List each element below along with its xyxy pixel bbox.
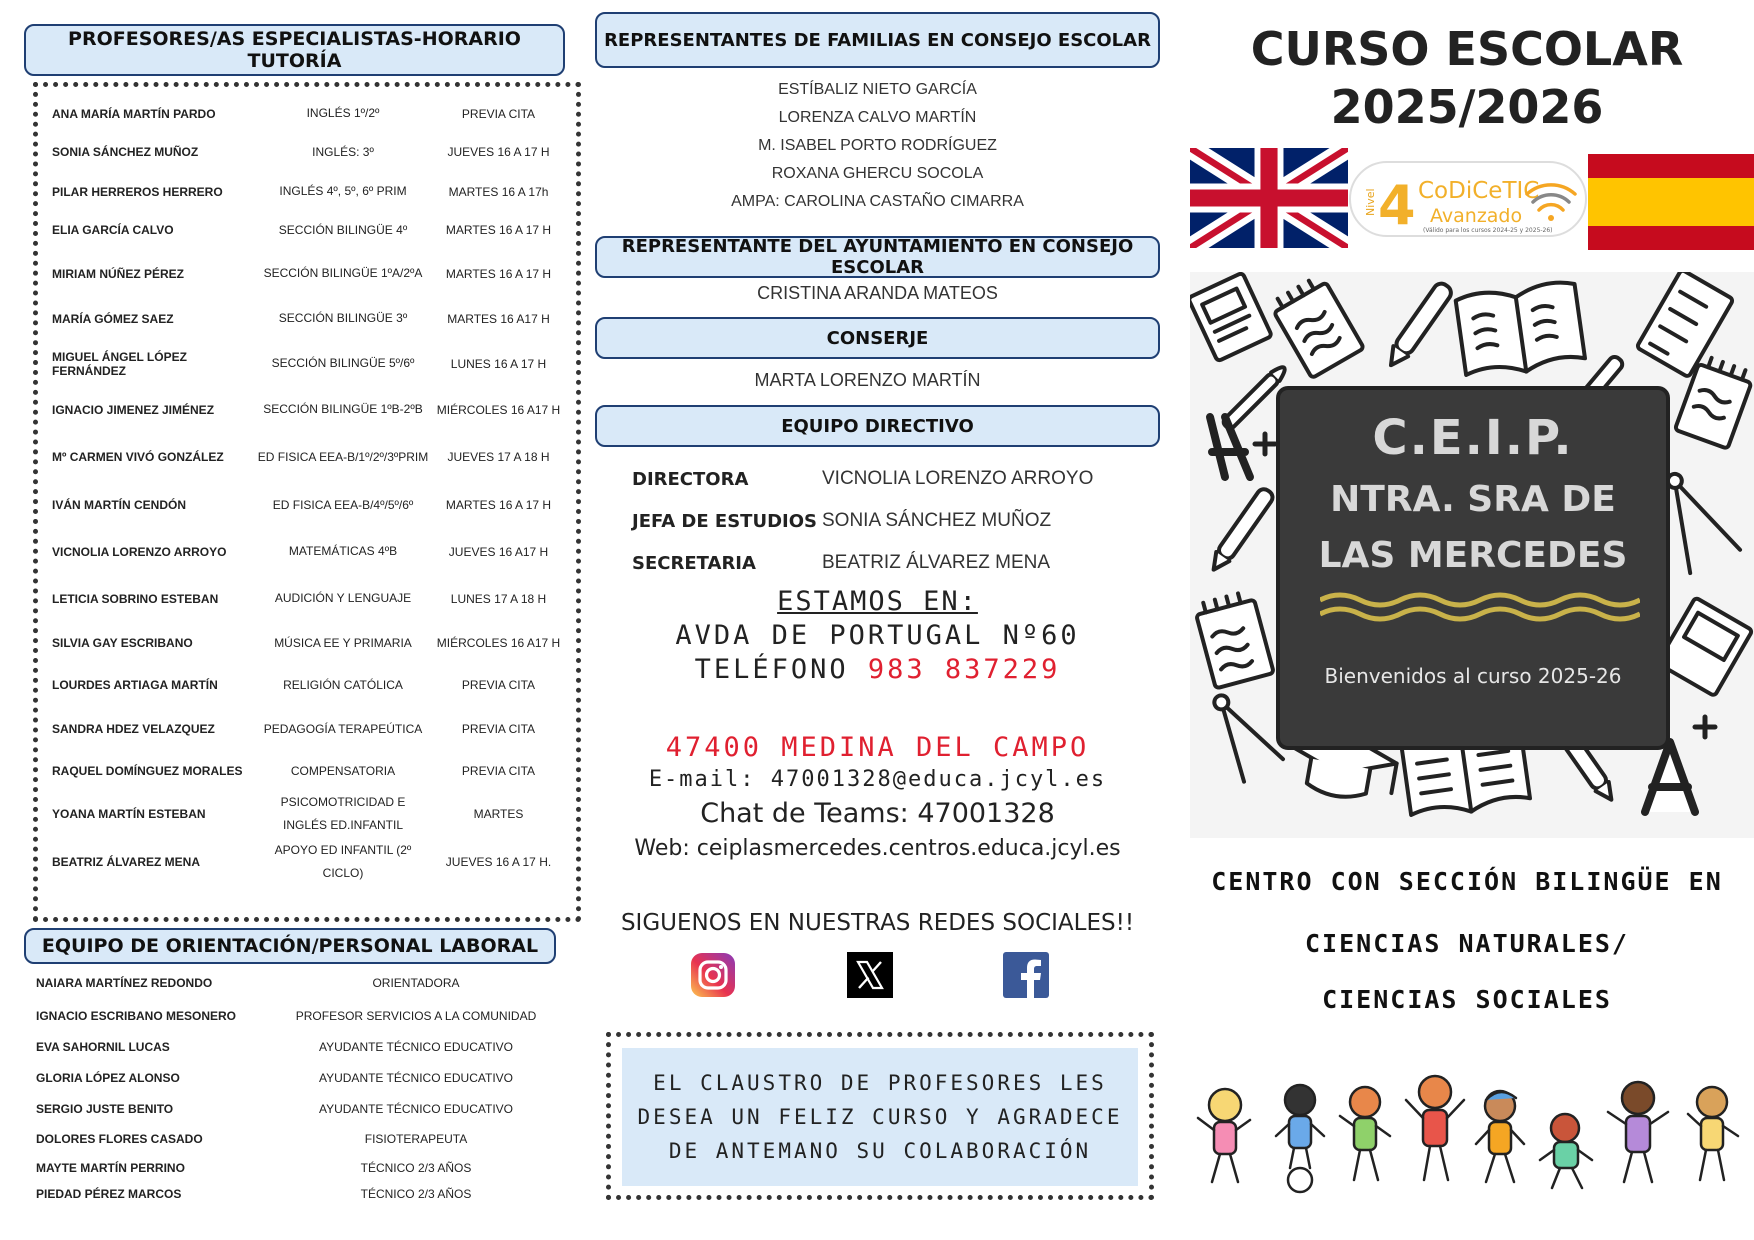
- staff-header: EQUIPO DE ORIENTACIÓN/PERSONAL LABORAL: [24, 928, 556, 964]
- bilingual-subject: CIENCIAS NATURALES/: [1305, 929, 1629, 958]
- management-name: VICNOLIA LORENZO ARROYO: [822, 468, 1094, 489]
- teacher-tutoring-time: PREVIA CITA: [461, 722, 536, 736]
- closing-message: EL CLAUSTRO DE PROFESORES LES DESEA UN FELIZ CURSO Y AGRADECE DE ANTEMANO SU COLABORACIÓN: [622, 1048, 1138, 1186]
- teacher-tutoring-time: MARTES 16 A 17 H: [445, 498, 552, 512]
- phone-label: TELÉFONO: [694, 654, 849, 685]
- management-header: EQUIPO DIRECTIVO: [595, 405, 1160, 447]
- staff-row: [36, 1182, 556, 1206]
- teacher-tutoring-time: MARTES 16 A 17 H: [445, 266, 552, 281]
- city: 47400 MEDINA DEL CAMPO: [665, 732, 1090, 763]
- teacher-subject: SECCIÓN BILINGÜE 1ºA/2ºA: [263, 266, 423, 280]
- family-rep: AMPA: CAROLINA CASTAÑO CIMARRA: [731, 193, 1024, 210]
- teacher-row: [52, 387, 568, 432]
- teacher-subject: AUDICIÓN Y LENGUAJE: [274, 591, 412, 605]
- bilingual-subject: CIENCIAS SOCIALES: [1322, 985, 1612, 1014]
- management-list: [632, 458, 1152, 584]
- teacher-row: [52, 482, 568, 528]
- teacher-tutoring-time: MARTES 16 A17 H: [447, 311, 550, 326]
- staff-row: [36, 1062, 556, 1094]
- teacher-name: Mº CARMEN VIVÓ GONZÁLEZ: [52, 450, 224, 464]
- council-rep: CRISTINA ARANDA MATEOS: [757, 283, 998, 303]
- bilingual-notice: [1180, 862, 1754, 1020]
- location-heading: ESTAMOS EN:: [777, 586, 978, 617]
- spain-flag-icon: [1588, 154, 1754, 250]
- teacher-tutoring-time: JUEVES 16 A 17 H.: [445, 855, 552, 869]
- uk-flag-icon: [1190, 148, 1348, 248]
- teacher-row: [52, 528, 568, 575]
- teacher-tutoring-time: PREVIA CITA: [461, 764, 536, 778]
- teams-chat: Chat de Teams: 47001328: [700, 798, 1055, 829]
- teacher-row: [52, 131, 568, 173]
- caretaker-name: MARTA LORENZO MARTÍN: [754, 370, 981, 390]
- council-header: REPRESENTANTE DEL AYUNTAMIENTO EN CONSEJO ESCOLAR: [595, 236, 1160, 278]
- teacher-name: LETICIA SOBRINO ESTEBAN: [52, 591, 219, 606]
- teacher-tutoring-time: MIÉRCOLES 16 A17 H: [436, 636, 561, 650]
- families-list: [595, 76, 1160, 216]
- teacher-tutoring-time: LUNES 17 A 18 H: [450, 591, 547, 606]
- staff-role: ORIENTADORA: [372, 976, 460, 990]
- teacher-name: MIRIAM NÚÑEZ PÉREZ: [52, 266, 184, 281]
- school-name-line: NTRA. SRA DE: [1330, 479, 1616, 520]
- teacher-name: BEATRIZ ÁLVAREZ MENA: [52, 855, 200, 869]
- staff-table: [36, 966, 556, 1206]
- management-role: SECRETARIA: [632, 552, 756, 574]
- teacher-row: [52, 706, 568, 752]
- teacher-tutoring-time: JUEVES 16 A17 H: [448, 544, 549, 559]
- website-link[interactable]: Web: ceiplasmercedes.centros.educa.jcyl.es: [634, 836, 1121, 861]
- teacher-row: [52, 790, 568, 838]
- teacher-name: ELIA GARCÍA CALVO: [52, 223, 174, 237]
- management-row: [632, 458, 1152, 500]
- teacher-name: ANA MARÍA MARTÍN PARDO: [52, 106, 216, 121]
- staff-role: PROFESOR SERVICIOS A LA COMUNIDAD: [295, 1009, 537, 1023]
- course-title: [1180, 20, 1754, 136]
- phone-number[interactable]: 983 837229: [867, 654, 1061, 685]
- management-role: JEFA DE ESTUDIOS: [632, 510, 817, 532]
- teacher-row: [52, 340, 568, 387]
- teacher-row: [52, 96, 568, 131]
- caretaker-header: CONSERJE: [595, 317, 1160, 359]
- teachers-table: [52, 96, 568, 886]
- families-header: REPRESENTANTES DE FAMILIAS EN CONSEJO ESCOLAR: [595, 12, 1160, 68]
- teacher-row: [52, 432, 568, 482]
- staff-row: [36, 1123, 556, 1154]
- teacher-tutoring-time: MARTES: [473, 807, 524, 821]
- teacher-name: MARÍA GÓMEZ SAEZ: [52, 311, 174, 326]
- teacher-tutoring-time: JUEVES 17 A 18 H: [447, 450, 550, 464]
- specialists-header: PROFESORES/AS ESPECIALISTAS-HORARIO TUTORÍA: [24, 24, 565, 76]
- management-row: [632, 500, 1152, 542]
- teacher-row: [52, 173, 568, 210]
- family-rep: ESTÍBALIZ NIETO GARCÍA: [778, 81, 977, 98]
- course-year: 2025/2026: [1330, 80, 1604, 134]
- staff-role: TÉCNICO 2/3 AÑOS: [360, 1161, 472, 1175]
- teacher-row: [52, 838, 568, 886]
- address: AVDA DE PORTUGAL Nº60: [675, 620, 1080, 651]
- staff-row: [36, 1094, 556, 1123]
- teacher-row: [52, 297, 568, 340]
- instagram-icon[interactable]: [690, 952, 736, 998]
- teacher-name: LOURDES ARTIAGA MARTÍN: [52, 678, 218, 692]
- staff-name: EVA SAHORNIL LUCAS: [36, 1040, 170, 1054]
- teacher-name: PILAR HERREROS HERRERO: [52, 184, 223, 199]
- teacher-row: [52, 752, 568, 790]
- staff-role: AYUDANTE TÉCNICO EDUCATIVO: [318, 1071, 514, 1085]
- family-rep: LORENZA CALVO MARTÍN: [778, 109, 977, 126]
- staff-row: [36, 1032, 556, 1062]
- staff-role: TÉCNICO 2/3 AÑOS: [360, 1187, 472, 1201]
- bilingual-line: CENTRO CON SECCIÓN BILINGÜE EN: [1211, 867, 1723, 896]
- teacher-tutoring-time: MIÉRCOLES 16 A17 H: [436, 402, 561, 417]
- teacher-name: RAQUEL DOMÍNGUEZ MORALES: [52, 764, 243, 778]
- x-twitter-icon[interactable]: [847, 952, 893, 998]
- teacher-subject: SECCIÓN BILINGÜE 5º/6º: [271, 356, 415, 370]
- svg-text:Avanzado: Avanzado: [1430, 205, 1523, 227]
- teacher-subject: MÚSICA EE Y PRIMARIA: [274, 635, 412, 650]
- teacher-name: MIGUEL ÁNGEL LÓPEZ FERNÁNDEZ: [52, 349, 187, 378]
- svg-text:(Válido para los cursos 2024-2: (Válido para los cursos 2024-25 y 2025-26): [1423, 227, 1553, 234]
- teacher-subject: APOYO ED INFANTIL (2º CICLO): [274, 843, 412, 880]
- teacher-tutoring-time: JUEVES 16 A 17 H: [447, 145, 550, 159]
- teacher-subject: SECCIÓN BILINGÜE 3º: [278, 311, 408, 325]
- teacher-name: SILVIA GAY ESCRIBANO: [52, 636, 193, 650]
- teacher-row: [52, 664, 568, 706]
- welcome-message: Bienvenidos al curso 2025-26: [1324, 664, 1622, 688]
- svg-text:Nivel: Nivel: [1364, 188, 1377, 216]
- teacher-subject: SECCIÓN BILINGÜE 4º: [278, 222, 408, 237]
- school-name-line: LAS MERCEDES: [1318, 535, 1628, 576]
- teacher-tutoring-time: PREVIA CITA: [461, 106, 536, 121]
- email-link[interactable]: E-mail: 47001328@educa.jcyl.es: [648, 767, 1107, 792]
- staff-row: [36, 1000, 556, 1032]
- teacher-row: [52, 210, 568, 250]
- teacher-name: SONIA SÁNCHEZ MUÑOZ: [52, 145, 199, 159]
- school-name: [1276, 404, 1670, 584]
- staff-row: [36, 966, 556, 1000]
- teacher-name: YOANA MARTÍN ESTEBAN: [52, 807, 206, 821]
- teacher-subject: ED FISICA EEA-B/1º/2º/3ºPRIM: [257, 449, 429, 464]
- teacher-subject: SECCIÓN BILINGÜE 1ºB-2ºB: [263, 402, 423, 416]
- teacher-row: [52, 622, 568, 664]
- teacher-subject: INGLÉS 1º/2º: [306, 106, 380, 120]
- social-heading: SIGUENOS EN NUESTRAS REDES SOCIALES!!: [620, 910, 1135, 936]
- teacher-subject: MATEMÁTICAS 4ºB: [288, 544, 398, 558]
- teacher-subject: PEDAGOGÍA TERAPEÚTICA: [263, 721, 423, 736]
- management-name: BEATRIZ ÁLVAREZ MENA: [822, 552, 1051, 573]
- teacher-tutoring-time: PREVIA CITA: [461, 678, 536, 692]
- staff-name: MAYTE MARTÍN PERRINO: [36, 1161, 185, 1175]
- management-row: [632, 542, 1152, 584]
- teacher-name: VICNOLIA LORENZO ARROYO: [52, 544, 227, 559]
- teacher-subject: PSICOMOTRICIDAD E INGLÉS ED.INFANTIL: [280, 795, 406, 832]
- management-role: DIRECTORA: [632, 468, 749, 490]
- staff-row: [36, 1154, 556, 1182]
- phone-line: [595, 653, 1160, 687]
- staff-name: NAIARA MARTÍNEZ REDONDO: [36, 976, 213, 990]
- teacher-row: [52, 250, 568, 297]
- staff-role: FISIOTERAPEUTA: [364, 1131, 468, 1146]
- codicetic-badge: [1348, 158, 1588, 240]
- chalk-squiggle: [1320, 586, 1640, 626]
- family-rep: M. ISABEL PORTO RODRÍGUEZ: [758, 137, 997, 154]
- management-name: SONIA SÁNCHEZ MUÑOZ: [822, 510, 1052, 531]
- staff-name: DOLORES FLORES CASADO: [36, 1131, 203, 1146]
- teacher-name: SANDRA HDEZ VELAZQUEZ: [52, 722, 215, 736]
- teacher-subject: RELIGIÓN CATÓLICA: [283, 677, 403, 692]
- teacher-subject: INGLÉS 4º, 5º, 6º PRIM: [279, 184, 407, 198]
- school-name-line: C.E.I.P.: [1372, 410, 1574, 466]
- teacher-name: IVÁN MARTÍN CENDÓN: [52, 498, 186, 512]
- staff-role: AYUDANTE TÉCNICO EDUCATIVO: [318, 1040, 514, 1054]
- teacher-subject: COMPENSATORIA: [290, 763, 396, 778]
- svg-text:4: 4: [1378, 174, 1416, 237]
- family-rep: ROXANA GHERCU SOCOLA: [771, 165, 984, 182]
- staff-name: PIEDAD PÉREZ MARCOS: [36, 1187, 182, 1201]
- staff-role: AYUDANTE TÉCNICO EDUCATIVO: [318, 1101, 514, 1116]
- facebook-icon[interactable]: [1003, 952, 1049, 998]
- teacher-tutoring-time: MARTES 16 A 17 H: [445, 223, 552, 237]
- svg-text:CoDiCeTIC: CoDiCeTIC: [1418, 178, 1540, 204]
- staff-name: SERGIO JUSTE BENITO: [36, 1101, 174, 1116]
- teacher-subject: ED FISICA EEA-B/4º/5º/6º: [272, 497, 414, 512]
- children-illustration: [1190, 1070, 1754, 1200]
- course-title-line: CURSO ESCOLAR: [1250, 22, 1684, 76]
- teacher-subject: INGLÉS: 3º: [312, 144, 374, 159]
- staff-name: GLORIA LÓPEZ ALONSO: [36, 1071, 180, 1085]
- staff-name: IGNACIO ESCRIBANO MESONERO: [36, 1009, 237, 1023]
- teacher-name: IGNACIO JIMENEZ JIMÉNEZ: [52, 402, 215, 417]
- teacher-tutoring-time: LUNES 16 A 17 H: [450, 356, 547, 371]
- teacher-row: [52, 575, 568, 622]
- contact-block: [595, 585, 1160, 865]
- teacher-tutoring-time: MARTES 16 A 17h: [448, 184, 549, 199]
